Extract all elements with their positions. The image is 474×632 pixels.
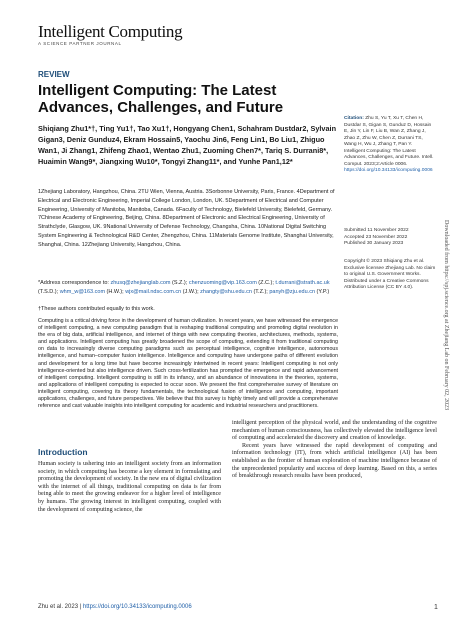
submitted-date: Submitted 11 November 2022 bbox=[344, 228, 409, 233]
journal-subtitle: A SCIENCE PARTNER JOURNAL bbox=[38, 41, 122, 46]
section-label: REVIEW bbox=[38, 70, 70, 79]
body-paragraph: intelligent perception of the physical world, and the understanding of the cognitive mechanism of human consciousness, has collectively elevated the intelligence level of computing and accelerated the discovery and creation of knowledge. bbox=[232, 420, 437, 442]
body-paragraph: Recent years have witnessed the rapid development of computing and information technology (IT), from which artificial intelligence (AI) has been established as the frontier of human exploration of machine intelligence because of the unprecedented popularity and success of deep learning. Based on this, a series of breakthrough research results have been produced, bbox=[232, 442, 437, 480]
download-watermark: Downloaded from https://spj.science.org at Zhejiang Lab on February 02, 2023 bbox=[443, 220, 449, 411]
copyright-notice: Copyright © 2023 Shiqiang Zhu et al. Exclusive licensee Zhejiang Lab. No claim to original U.S. Government Works. Distributed under a Creative Commons Attribution License (CC BY 4.0). bbox=[344, 259, 436, 290]
email-owner: (Y.P.) bbox=[315, 288, 330, 295]
equal-contribution-note: †These authors contributed equally to this work. bbox=[38, 306, 155, 312]
email-owner: (T.Z.); bbox=[251, 288, 270, 295]
accepted-date: Accepted 23 November 2022 bbox=[344, 234, 408, 240]
author-list: Shiqiang Zhu1*†, Ting Yu1†, Tao Xu1†, Hongyang Chen1, Schahram Dustdar2, Sylvain Gigan3, Deniz Gunduz4, Ekram Hossain5, Yaochu Jin6, Feng Lin1, Bo Liu1, Zhiguo Wan1, Ji Zhang1, Zhifeng Zhao1, Wentao Zhu1, Zuoming Chen7*, Tariq S. Durrani8*, Huaimin Wang9*, Jiangxing Wu10*, Tongyi Zhang11*, and Yunhe Pan1,12* bbox=[38, 124, 337, 166]
email-link[interactable]: chenzuoming@vip.163.com bbox=[188, 280, 257, 286]
email-link[interactable]: wjx@mail.ndsc.com.cn bbox=[125, 288, 182, 295]
email-link[interactable]: panyh@zju.edu.cn bbox=[269, 288, 316, 295]
footer-authors: Zhu et al. 2023 | bbox=[38, 604, 83, 610]
footer-citation bbox=[38, 604, 192, 610]
published-date: Published 30 January 2023 bbox=[344, 241, 404, 246]
email-link[interactable]: whm_w@163.com bbox=[59, 288, 106, 295]
email-owner: (S.Z.); bbox=[170, 280, 189, 286]
correspondence bbox=[38, 279, 338, 296]
section-heading: Introduction bbox=[38, 447, 88, 457]
abstract: Computing is a critical driving force in the development of human civilization. In recent years, we have witnessed the emergence of intelligent computing, a new computing paradigm that is reshaping traditional computing and promoting digital revolution in the era of big data, artificial intelligence, and internet of things with new computing theories, architectures, methods, systems, and applications. Intelligent computing has greatly broadened the scope of computing, extending it from traditional computing on data to increasingly diverse computing paradigms such as perceptual intelligence, cognitive intelligence, autonomous intelligence, and human–computer fusion intelligence. Intelligence and computing have undergone paths of different evolution and development for a long time but have become increasingly intertwined in recent years: Intelligent computing is not only intelligence-oriented but also intelligence driven. Such cross-fertilization has prompted the emergence and rapid advancement of intelligent computing. Intelligent computing is still in its infancy, and an abundance of innovations in the theories, systems, and applications of intelligent computing is expected to occur soon. We present the first comprehensive survey of literature on intelligent computing, covering its theory fundamentals, the technological fusion of intelligence and computing, important applications, challenges, and future perspectives. We believe that this survey is highly timely and will provide a comprehensive reference and cast valuable insights into intelligent computing for academic and industrial researchers and practitioners. bbox=[38, 318, 339, 410]
email-link[interactable]: zhusq@zhejianglab.com bbox=[110, 280, 171, 286]
citation-box bbox=[344, 116, 434, 175]
citation-text: Zhu S, Yu T, Xu T, Chen H, Dustdar S, Gigan S, Gunduz D, Hossain E, Jin Y, Lin F, Liu B, Wan Z, Zhang J, Zhao Z, Zhu W, Chen Z, Durrani TS, Wang H, Wu J, Zhang T, Pan Y. Intelligent Computing: The Latest Advances, Challenges, and Future. Intell. Comput. 2023;2:Article 0006. bbox=[344, 116, 434, 167]
body-column-right bbox=[232, 420, 437, 481]
publication-dates bbox=[344, 228, 436, 248]
email-owner: (Z.C.); bbox=[256, 280, 276, 286]
page-number: 1 bbox=[434, 604, 438, 611]
article-title: Intelligent Computing: The Latest Advances, Challenges, and Future bbox=[38, 82, 284, 116]
affiliations: 1Zhejiang Laboratory, Hangzhou, China. 2TU Wien, Vienna, Austria. 3Sorbonne University, Paris, France. 4Department of Electrical and Electronic Engineering, Imperial College London, London, UK. 5Department of Electrical and Computer Engineering, University of Manitoba, Manitoba, Canada. 6Faculty of Technology, Bielefeld University, Bielefeld, Germany. 7Chinese Academy of Engineering, Beijing, China. 8Department of Electronic and Electrical Engineering, University of Strathclyde, Glasgow, UK. 9National University of Defense Technology, Changsha, China. 10National Digital Switching System Engineering & Technological R&D Center, Zhengzhou, China. 11Materials Genome Institute, Shanghai University, Shanghai, China. 12Zhejiang University, Hangzhou, China. bbox=[38, 189, 335, 248]
citation-label: Citation: bbox=[344, 116, 364, 121]
body-column-left bbox=[38, 461, 221, 514]
correspondence-prefix: *Address correspondence to: bbox=[38, 280, 111, 286]
journal-name: Intelligent Computing bbox=[38, 22, 183, 41]
email-owner: (H.W.); bbox=[105, 288, 126, 295]
email-link[interactable]: zhangty@shu.edu.cn bbox=[200, 288, 252, 295]
email-owner: (J.W.); bbox=[181, 288, 201, 295]
citation-doi-link[interactable]: https://doi.org/10.34133/icomputing.0006 bbox=[344, 168, 433, 173]
footer-doi-link[interactable]: https://doi.org/10.34133/icomputing.0006 bbox=[82, 604, 192, 610]
email-link[interactable]: t.durrani@strath.ac.uk bbox=[275, 280, 330, 286]
email-owner: (T.S.D.); bbox=[38, 288, 60, 295]
body-paragraph: Human society is ushering into an intelligent society from an information society, in which computing has become a key element in formulating and promoting the development of society. In the new era of digital civilization with the internet of all things, traditional computing on data is far from being able to meet the growing endeavor for a higher level of intelligence by humans. The growing interest in intelligent computing, coupled with the development of computing science, the bbox=[38, 461, 221, 513]
